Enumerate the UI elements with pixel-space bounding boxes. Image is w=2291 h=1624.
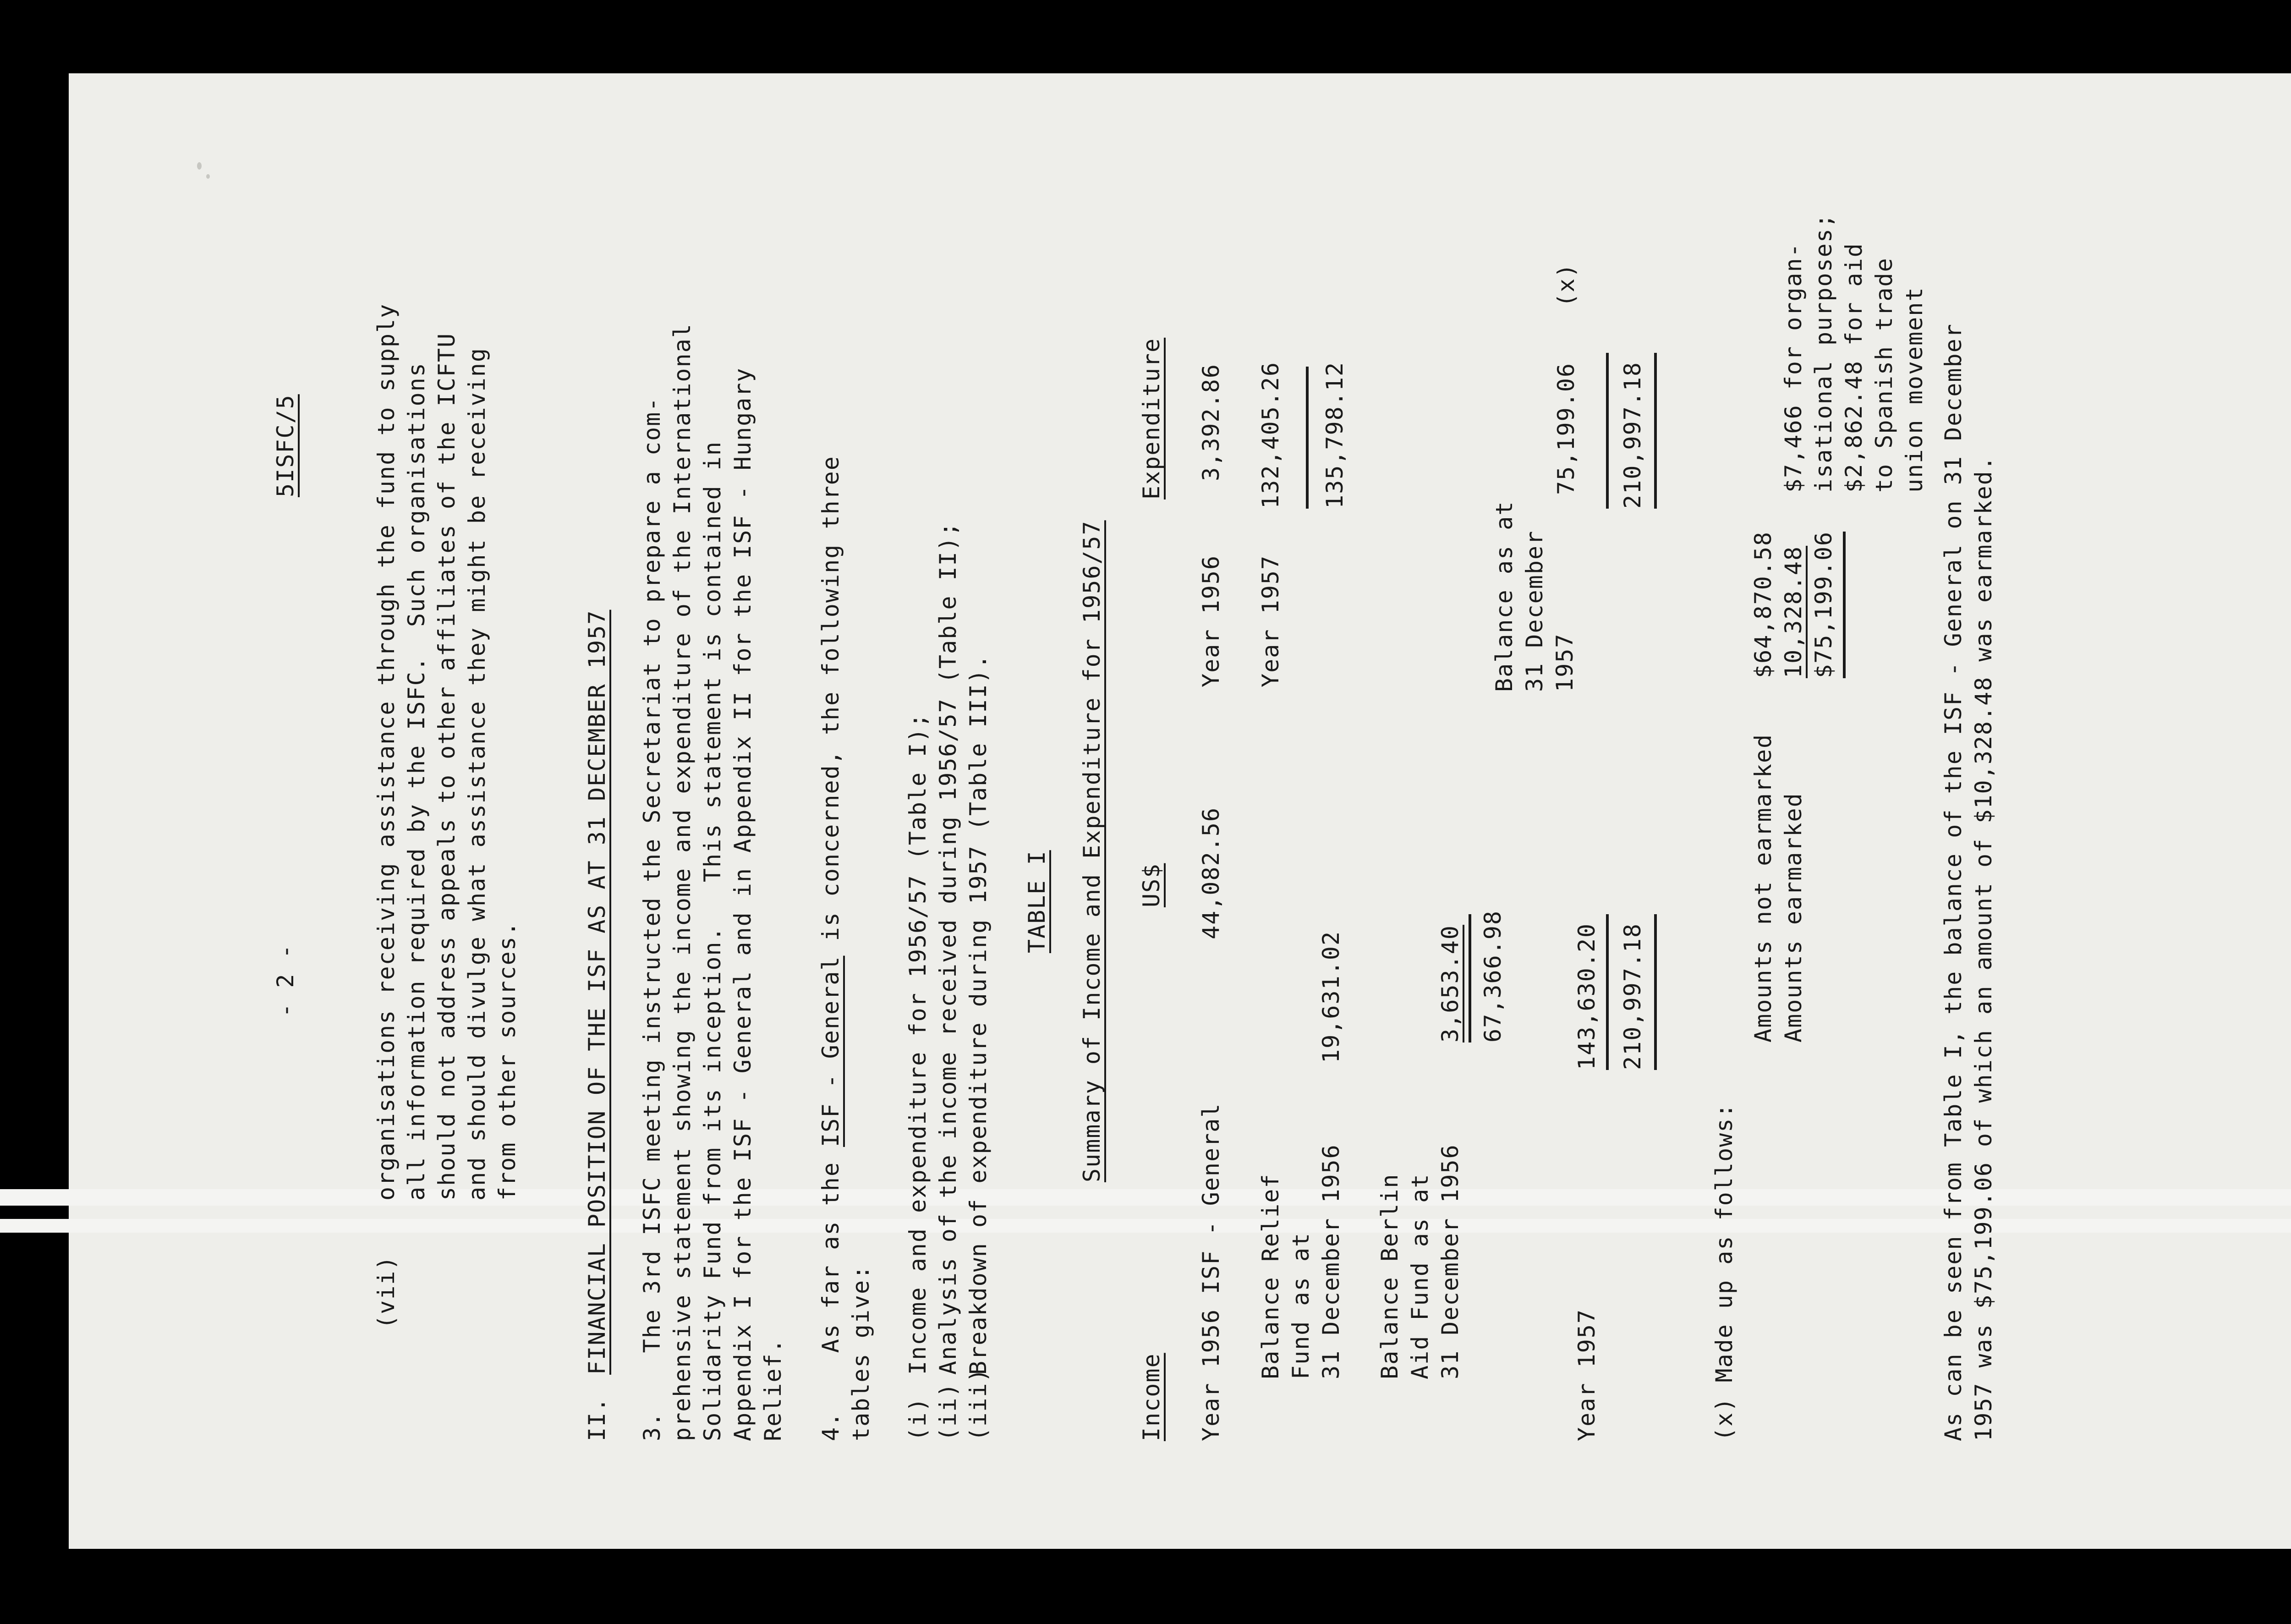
table-cell-value: 3,392.86 (1198, 363, 1224, 481)
table-cell-value: 132,405.26 (1257, 361, 1284, 509)
column-header-income: Income (1138, 1353, 1165, 1441)
table-row-label: Year 1956 ISF - General (1198, 1103, 1224, 1441)
item-text-line: and should divulge what assistance they might be receiving (464, 347, 490, 1201)
document-page (69, 73, 2291, 1549)
table-row-label: 31 December (1521, 530, 1548, 692)
paragraph-line: Appendix I for the ISF - General and in Appendix II for the ISF - Hungary (729, 367, 756, 1441)
table-label: TABLE I (1024, 850, 1050, 953)
paragraph-line: Solidarity Fund from its inception. This statement is contained in (699, 441, 726, 1441)
table-row-label: Balance Berlin (1376, 1173, 1403, 1379)
document-reference: 5ISFC/5 (272, 394, 299, 497)
footnote-value: $64,870.58 (1750, 531, 1776, 678)
table-cell-value: 143,630.20 (1573, 922, 1600, 1070)
list-item-text: Income and expenditure for 1956/57 (Table I); (904, 713, 931, 1375)
item-text-line: organisations receiving assistance through the fund to supply (373, 303, 400, 1201)
column-header-expenditure: Expenditure (1138, 337, 1165, 499)
list-item-number: (ii) (935, 1382, 961, 1441)
column-header-currency: US$ (1138, 863, 1165, 907)
earmark-note-line: $2,862.48 for aid (1841, 242, 1867, 493)
list-item-text: Analysis of the income received during 1956/57 (Table II); (935, 521, 961, 1375)
footnote-label: Amounts earmarked (1780, 792, 1807, 1042)
table-rule (1606, 353, 1609, 509)
footnote-total: $75,199.06 (1810, 531, 1837, 678)
section-heading: FINANCIAL POSITION OF THE ISF AS AT 31 DECEMBER 1957 (584, 609, 610, 1375)
item-label: (vii) (373, 1255, 400, 1329)
table-title: Summary of Income and Expenditure for 1956/57 (1079, 520, 1105, 1182)
scan-speck (206, 174, 210, 179)
earmark-note-line: isational purposes; (1810, 213, 1837, 493)
fund-reference: ISF - General (817, 955, 844, 1147)
table-row-label: Year 1957 (1257, 555, 1284, 687)
table-cell-value: 67,366.98 (1480, 910, 1506, 1042)
earmark-note-line: union movement (1901, 286, 1928, 493)
paragraph-line: Relief. (760, 1338, 786, 1441)
earmark-note-line: $7,466 for organ- (1780, 242, 1807, 493)
table-rule (1654, 914, 1657, 1070)
table-row-label: Year 1956 (1198, 555, 1224, 687)
table-rule (1606, 914, 1609, 1070)
table-cell-value: 75,199.06 (1553, 362, 1579, 495)
list-item-number: (iii) (965, 1367, 992, 1441)
item-text-line: all information required by the ISFC. Such organisations (403, 362, 430, 1201)
page-number: - 2 - (272, 944, 299, 1017)
paragraph-text: is concerned, the following three (817, 455, 844, 956)
table-row-label: 31 December 1956 (1437, 1144, 1463, 1379)
paragraph-line: prehensive statement showing the income and expenditure of the International (669, 323, 696, 1441)
list-item-text: Breakdown of expenditure during 1957 (Table III). (965, 653, 992, 1375)
table-rule (1306, 367, 1309, 509)
list-item-number: (i) (904, 1397, 931, 1441)
paragraph-line (816, 455, 846, 1441)
table-rule (1469, 914, 1471, 1042)
table-row-label: Year 1957 (1573, 1309, 1600, 1441)
earmark-note-line: to Spanish trade (1871, 257, 1897, 493)
table-cell-value: 44,082.56 (1198, 807, 1224, 939)
paragraph-text: 4. As far as the (817, 1147, 844, 1441)
footnote-label: Amounts not earmarked (1750, 733, 1776, 1042)
table-row-label: Aid Fund as at (1407, 1173, 1433, 1379)
table-cell-value: 19,631.02 (1318, 931, 1344, 1063)
closing-line: As can be seen from Table I, the balance of the ISF - General on 31 December (1940, 323, 1967, 1441)
item-text-line: should not address appeals to other affiliates of the ICFTU (433, 332, 460, 1201)
paragraph-line: 3. The 3rd ISFC meeting instructed the Secretariat to prepare a com- (639, 396, 665, 1441)
footnote-marker: (x) (1553, 263, 1579, 307)
table-row-label: Balance as at (1491, 500, 1518, 692)
table-cell-value: 135,798.12 (1321, 361, 1348, 509)
table-row-label: 31 December 1956 (1318, 1144, 1344, 1379)
table-cell-value: 3,653.40 (1437, 925, 1463, 1042)
table-rule (1843, 532, 1846, 678)
item-text-line: from other sources. (494, 921, 521, 1201)
table-total-value: 210,997.18 (1619, 361, 1646, 509)
table-row-label: Balance Relief (1257, 1173, 1284, 1379)
scan-speck (197, 162, 202, 170)
table-rule (1654, 353, 1657, 509)
footnote-intro: (x) Made up as follows: (1711, 1103, 1737, 1441)
table-row-label: Fund as at (1288, 1232, 1314, 1379)
paragraph-line: tables give: (848, 1264, 874, 1441)
footnote-value: 10,328.48 (1780, 546, 1807, 678)
section-number: II. (584, 1397, 610, 1441)
closing-line: 1957 was $75,199.06 of which an amount of $10,328.48 was earmarked. (1970, 455, 1997, 1441)
table-row-label: 1957 (1551, 633, 1578, 692)
table-total-value: 210,997.18 (1619, 922, 1646, 1070)
